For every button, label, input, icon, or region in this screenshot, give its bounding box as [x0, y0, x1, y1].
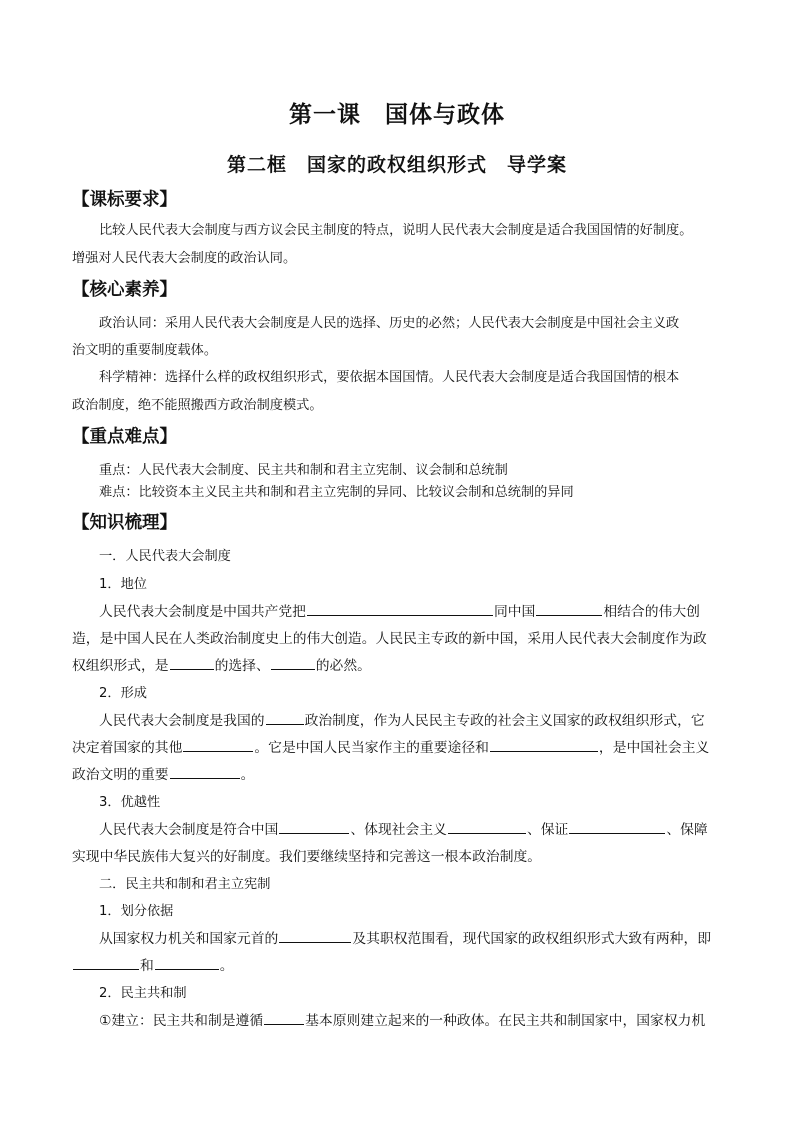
literacy-heading: 【核心素养】 [72, 280, 177, 300]
text: 政治文明的重要 [72, 767, 169, 783]
fill-blank[interactable] [264, 1023, 304, 1025]
fill-blank[interactable] [279, 832, 349, 834]
fill-blank[interactable] [490, 750, 598, 752]
item4-line1 [99, 927, 711, 947]
item1-line2: 造，是中国人民在人类政治制度史上的伟大创造。人民民主专政的新中国，采用人民代表大会制度作为政 [72, 631, 707, 647]
keypoints-heading: 【重点难点】 [72, 427, 177, 447]
text: 从国家权力机关和国家元首的 [99, 931, 279, 947]
text: 权组织形式，是 [72, 658, 169, 674]
text: 的必然。 [315, 658, 371, 674]
literacy-p2-line1: 科学精神：选择什么样的政权组织形式，要依据本国国情。人民代表大会制度是适合我国国情的根本 [99, 370, 680, 385]
keypoints-line2: 难点：比较资本主义民主共和制和君主立宪制的异同、比较议会制和总统制的异同 [99, 485, 574, 500]
item2-line1 [99, 709, 705, 729]
literacy-p1-line1: 政治认同：采用人民代表大会制度是人民的选择、历史的必然；人民代表大会制度是中国社会主义政 [99, 316, 680, 331]
text: 及其职权范围看，现代国家的政权组织形式大致有两种，即 [352, 931, 712, 947]
text: 人民代表大会制度是中国共产党把 [99, 604, 306, 620]
text: 、保障 [666, 822, 708, 838]
text: 。它是中国人民当家作主的重要途径和 [254, 740, 489, 756]
text: 决定着国家的其他 [72, 740, 183, 756]
keypoints-line1: 重点：人民代表大会制度、民主共和制和君主立宪制、议会制和总统制 [99, 463, 508, 478]
text: 基本原则建立起来的一种政体。在民主共和制国家中，国家权力机 [305, 1013, 706, 1029]
text: 相结合的伟大创 [603, 604, 700, 620]
text: 人民代表大会制度是符合中国 [99, 822, 279, 838]
text: 和 [140, 958, 154, 974]
item5-title: 2．民主共和制 [99, 986, 187, 1001]
fill-blank[interactable] [279, 941, 351, 943]
text: 。 [219, 958, 234, 974]
knowledge-heading: 【知识梳理】 [72, 513, 177, 533]
page-title: 第一课 国体与政体 [289, 101, 505, 128]
text: 、体现社会主义 [350, 822, 447, 838]
item4-line2 [72, 954, 234, 974]
item1-line3 [72, 654, 371, 674]
text: ，是中国社会主义 [598, 740, 710, 756]
standards-heading: 【课标要求】 [72, 190, 177, 210]
text: 人民代表大会制度是我国的 [99, 713, 265, 729]
item2-line3 [72, 763, 254, 783]
text: 同中国 [493, 604, 536, 620]
item3-line1 [99, 818, 708, 838]
fill-blank[interactable] [170, 777, 240, 779]
item1-title: 1．地位 [99, 577, 147, 592]
text: ①建立：民主共和制是遵循 [99, 1013, 264, 1029]
item5-line1 [99, 1009, 705, 1029]
text: 。 [240, 767, 255, 783]
fill-blank[interactable] [170, 668, 214, 670]
part1-title: 一．人民代表大会制度 [99, 549, 231, 564]
fill-blank[interactable] [271, 668, 315, 670]
item2-line2 [72, 736, 709, 756]
part2-title: 二．民主共和制和君主立宪制 [99, 877, 271, 892]
fill-blank[interactable] [183, 750, 253, 752]
standards-text-line2: 增强对人民代表大会制度的政治认同。 [72, 251, 297, 266]
literacy-p1-line2: 治文明的重要制度载体。 [72, 343, 218, 358]
fill-blank[interactable] [266, 723, 304, 725]
text: 的选择、 [214, 658, 270, 674]
page-subtitle: 第二框 国家的政权组织形式 导学案 [226, 154, 567, 176]
fill-blank[interactable] [307, 614, 493, 616]
standards-text-line1: 比较人民代表大会制度与西方议会民主制度的特点，说明人民代表大会制度是适合我国国情的好制度。 [99, 223, 693, 238]
item2-title: 2．形成 [99, 686, 147, 701]
fill-blank[interactable] [569, 832, 665, 834]
fill-blank[interactable] [155, 968, 219, 970]
text: 、保证 [526, 822, 569, 838]
item3-line2: 实现中华民族伟大复兴的好制度。我们要继续坚持和完善这一根本政治制度。 [72, 849, 542, 865]
literacy-p2-line2: 政治制度，绝不能照搬西方政治制度模式。 [72, 398, 323, 413]
fill-blank[interactable] [536, 614, 602, 616]
fill-blank[interactable] [73, 968, 139, 970]
item1-line1 [99, 600, 700, 620]
fill-blank[interactable] [448, 832, 526, 834]
item3-title: 3．优越性 [99, 795, 161, 810]
text: 政治制度，作为人民民主专政的社会主义国家的政权组织形式，它 [304, 713, 705, 729]
item4-title: 1．划分依据 [99, 904, 174, 919]
